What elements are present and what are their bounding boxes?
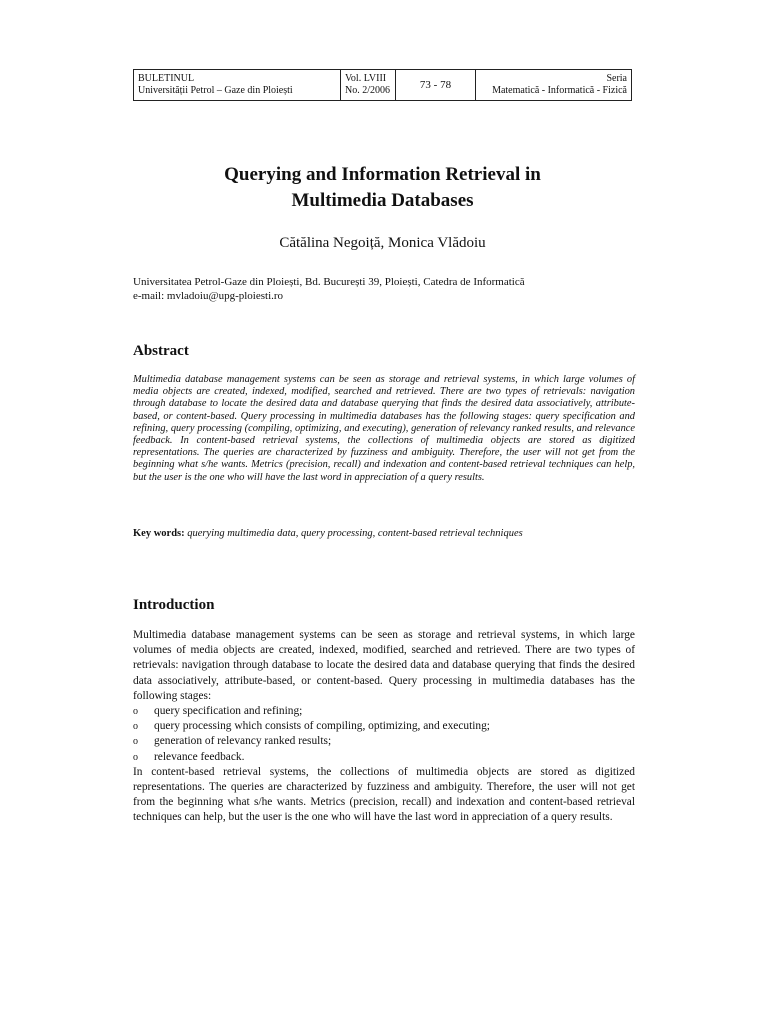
page-range: 73 - 78 xyxy=(419,79,452,91)
journal-name-line2: Universității Petrol – Gaze din Ploiești xyxy=(138,85,293,96)
keywords-label: Key words: xyxy=(133,528,185,539)
introduction-body xyxy=(133,628,635,826)
journal-name-cell xyxy=(134,70,341,101)
paper-title-line1: Querying and Information Retrieval in xyxy=(224,164,541,185)
affiliation-text: Universitatea Petrol-Gaze din Ploiești, Bd. București 39, Ploiești, Catedra de Informatică xyxy=(133,276,525,288)
series-label: Seria xyxy=(606,73,627,84)
abstract-body: Multimedia database management systems can be seen as storage and retrieval systems, in which large volumes of media objects are created, indexed, modified, searched and retrieved. There are two types of retrievals: navigation through database to locate the desired data and database querying that finds the desired data associatively, attribute-based, or content-based. Query processing in multimedia databases has the following stages: query specification and refining, query processing (compiling, optimizing, and executing), generation of relevancy ranked results, and relevance feedback. In content-based retrieval systems, the collections of multimedia objects are stored as digitized representations. The queries are characterized by fuzziness and ambiguity. Therefore, the user will not get from the beginning what s/he wants. Metrics (precision, recall) and indexation and content-based retrieval techniques can help, but the user is the one who will have the last word in appreciation of a query results. xyxy=(133,374,635,483)
volume-label: Vol. LVIII xyxy=(345,73,387,84)
list-item xyxy=(133,704,635,719)
keywords-text: querying multimedia data, query processing, content-based retrieval techniques xyxy=(187,528,523,539)
circle-bullet-icon: o xyxy=(133,721,138,733)
introduction-heading: Introduction xyxy=(133,597,215,613)
list-item-text: generation of relevancy ranked results; xyxy=(154,735,332,748)
issue-number: No. 2/2006 xyxy=(345,85,390,96)
volume-cell xyxy=(341,70,396,101)
author-affiliation-block xyxy=(133,275,632,303)
list-item xyxy=(133,750,635,765)
circle-bullet-icon: o xyxy=(133,706,138,718)
keywords-line xyxy=(133,527,635,541)
paper-title xyxy=(133,162,632,214)
paper-title-line2: Multimedia Databases xyxy=(291,190,474,211)
journal-header-table xyxy=(133,69,632,101)
list-item-text: query processing which consists of compiling, optimizing, and executing; xyxy=(154,720,490,733)
list-item-text: relevance feedback. xyxy=(154,750,245,763)
list-item xyxy=(133,734,635,749)
query-stages-list xyxy=(133,704,635,765)
contact-email: e-mail: mvladoiu@upg-ploiesti.ro xyxy=(133,290,284,302)
intro-paragraph-1: Multimedia database management systems can be seen as storage and retrieval systems, in which large volumes of media objects are created, indexed, modified, searched and retrieved. There are two types of retrievals: navigation through database to locate the desired data and database querying that finds the desired data associatively, attribute-based, or content-based. Query processing in multimedia databases has the following stages: xyxy=(133,629,635,702)
circle-bullet-icon: o xyxy=(133,736,138,748)
list-item-text: query specification and refining; xyxy=(154,705,303,718)
list-item xyxy=(133,719,635,734)
series-name: Matematică - Informatică - Fizică xyxy=(492,85,627,96)
abstract-heading: Abstract xyxy=(133,343,189,359)
series-cell xyxy=(476,70,632,101)
circle-bullet-icon: o xyxy=(133,751,138,763)
journal-name-line1: BULETINUL xyxy=(138,73,195,84)
page-range-cell xyxy=(396,70,476,101)
intro-paragraph-2: In content-based retrieval systems, the collections of multimedia objects are stored as digitized representations. The queries are characterized by fuzziness and ambiguity. Therefore, the user will not get from the beginning what s/he wants. Metrics (precision, recall) and indexation and content-based retrieval techniques can help, but the user is the one who will have the last word in appreciation of a query results. xyxy=(133,765,635,824)
paper-authors: Cătălina Negoiță, Monica Vlădoiu xyxy=(279,235,486,251)
